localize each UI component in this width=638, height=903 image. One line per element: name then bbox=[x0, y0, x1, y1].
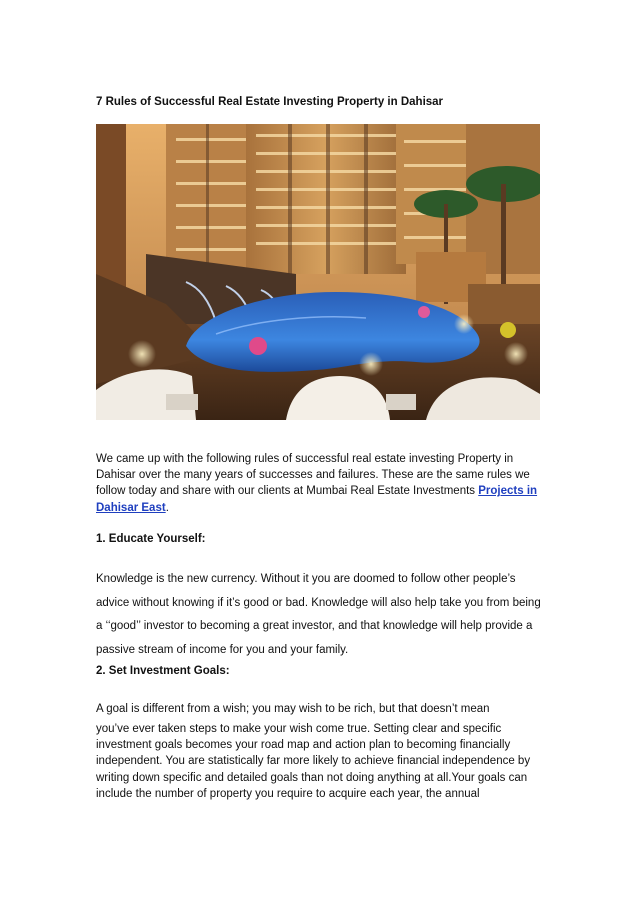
intro-paragraph bbox=[96, 451, 542, 516]
section-heading-goals: 2. Set Investment Goals: bbox=[96, 665, 230, 677]
intro-end: . bbox=[165, 501, 169, 514]
property-pool-image bbox=[96, 124, 540, 420]
projects-dahisar-east-link[interactable]: Projects in Dahisar East bbox=[96, 485, 538, 514]
goals-rest: you’ve ever taken steps to make your wish come true. Setting clear and specific investment goals becomes your road map and action plan to becoming financially independent. You are statistically far more likely to achieve financial independence by writing down specific and detailed goals than not doing anything at all.Your goals can include the number of property you require to acquire each year, the annual bbox=[96, 723, 531, 800]
section-heading-educate: 1. Educate Yourself: bbox=[96, 533, 206, 545]
page-title: 7 Rules of Successful Real Estate Investing Property in Dahisar bbox=[96, 96, 444, 108]
section-body-educate: Knowledge is the new currency. Without it you are doomed to follow other people’s advice without knowing if it’s good or bad. Knowledge will also help take you from being a ‘‘good’’ investor to becoming a great investor, and that knowledge will help provide a passive stream of income for you and your family. bbox=[96, 573, 541, 656]
section-body-goals bbox=[96, 698, 542, 802]
goals-first-line: A goal is different from a wish; you may wish to be rich, but that doesn’t mean bbox=[96, 703, 490, 715]
intro-text: We came up with the following rules of successful real estate investing Property in Dahisar over the many years of successes and failures. These are the same rules we follow today and share with our clients at Mumbai Real Estate Investments bbox=[96, 453, 530, 498]
